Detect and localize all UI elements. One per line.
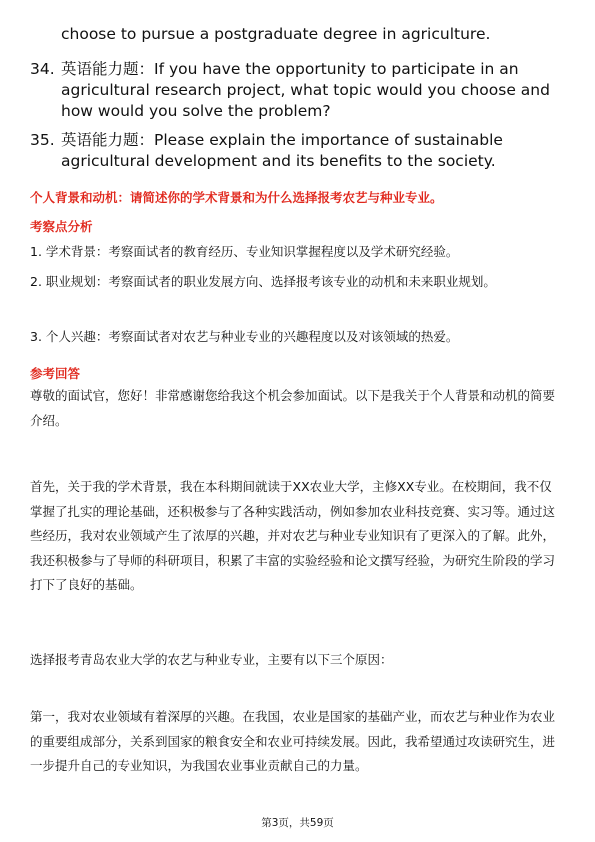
analysis-point-1: 1. 学术背景：考察面试者的教育经历、专业知识掌握程度以及学术研究经验。 [30,244,459,259]
question-34-text: 英语能力题：If you have the opportunity to participate in an agricultural research project, what topic would you choose and how would you solve the problem? [61,60,550,120]
answer-paragraph-1: 尊敬的面试官，您好！非常感谢您给我这个机会参加面试。以下是我关于个人背景和动机的简要介绍。 [30,388,556,428]
question-33-continuation: choose to pursue a postgraduate degree in agriculture. [61,25,491,43]
question-35 [30,130,550,172]
question-35-number: 35. [30,131,55,149]
section-heading: 个人背景和动机：请简述你的学术背景和为什么选择报考农艺与种业专业。 [30,190,443,205]
question-35-text: 英语能力题：Please explain the importance of sustainable agricultural development and its benefits to the society. [61,131,503,170]
answer-title: 参考回答 [30,366,81,381]
question-34-number: 34. [30,60,55,78]
answer-paragraph-3: 选择报考青岛农业大学的农艺与种业专业，主要有以下三个原因： [30,652,393,667]
page-footer: 第3页，共59页 [261,817,334,829]
analysis-point-3: 3. 个人兴趣：考察面试者对农艺与种业专业的兴趣程度以及对该领域的热爱。 [30,329,459,344]
analysis-title: 考察点分析 [30,219,93,234]
answer-paragraph-4: 第一，我对农业领域有着深厚的兴趣。在我国，农业是国家的基础产业，而农艺与种业作为农业的重要组成部分，关系到国家的粮食安全和农业可持续发展。因此，我希望通过攻读研究生，进一步提升自己的专业知识，为我国农业事业贡献自己的力量。 [30,709,556,773]
question-34 [30,59,550,122]
answer-paragraph-2: 首先，关于我的学术背景，我在本科期间就读于XX农业大学，主修XX专业。在校期间，我不仅掌握了扎实的理论基础，还积极参与了各种实践活动，例如参加农业科技竞赛、实习等。通过这些经历，我对农业领域产生了浓厚的兴趣，并对农艺与种业专业知识有了更深入的了解。此外，我还积极参与了导师的科研项目，积累了丰富的实验经验和论文撰写经验，为研究生阶段的学习打下了良好的基础。 [30,479,556,592]
analysis-point-2: 2. 职业规划：考察面试者的职业发展方向、选择报考该专业的动机和未来职业规划。 [30,274,496,289]
